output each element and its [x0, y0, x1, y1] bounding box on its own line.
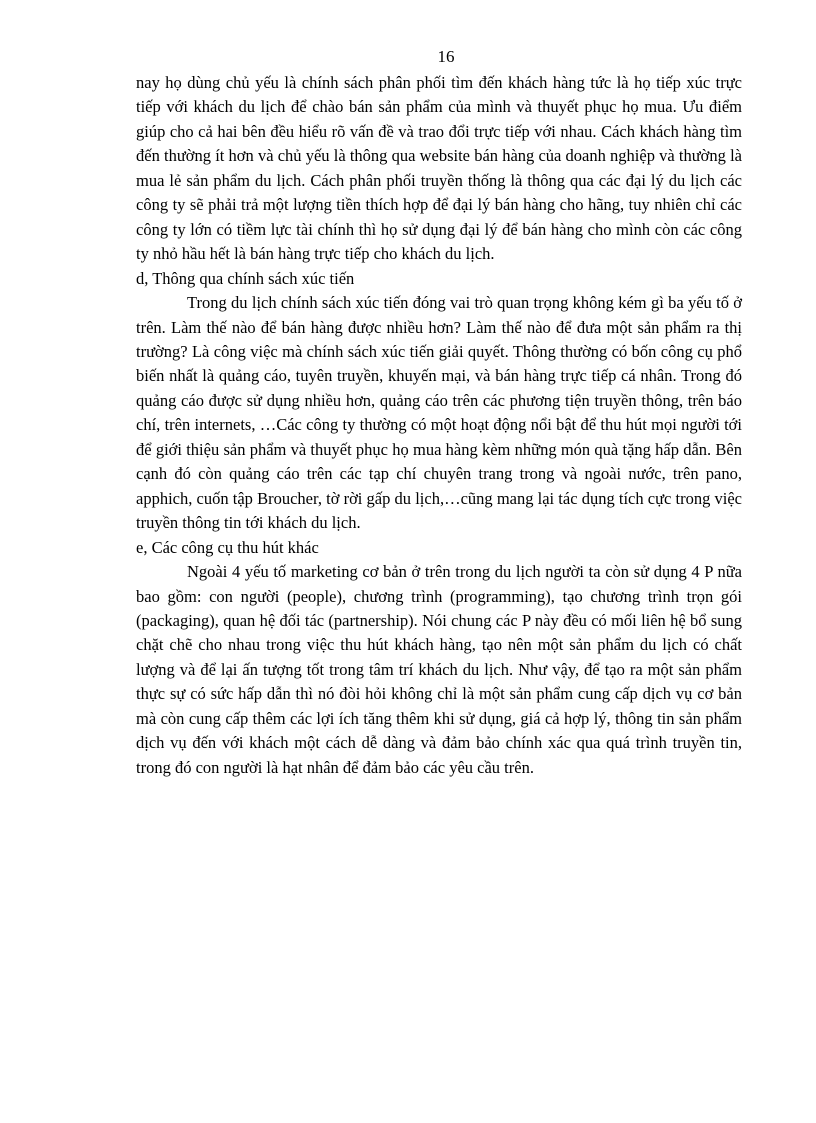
paragraph-other-tools: Ngoài 4 yếu tố marketing cơ bản ở trên trong du lịch người ta còn sử dụng 4 P nữa bao gồm: con người (people), chương trình (programming), tạo chương trình trọn gói (packaging), quan hệ đối tác (partnership). Nói chung các P này đều có mối liên hệ bổ sung chặt chẽ cho nhau trong việc thu hút khách hàng, tạo nên một sản phẩm du lịch có chất lượng và để lại ấn tượng tốt trong tâm trí khách du lịch. Như vậy, để tạo ra một sản phẩm thực sự có sức hấp dẫn thì nó đòi hỏi không chỉ là một sản phẩm cung cấp dịch vụ cơ bản mà còn cung cấp thêm các lợi ích tăng thêm khi sử dụng, giá cả hợp lý, thông tin sản phẩm dịch vụ đến với khách một cách dễ dàng và đảm bảo chính xác qua quá trình truyền tin, trong đó con người là hạt nhân để đảm bảo các yêu cầu trên. — [136, 562, 742, 777]
paragraph-promotion: Trong du lịch chính sách xúc tiến đóng vai trò quan trọng không kém gì ba yếu tố ở trên. Làm thế nào để bán hàng được nhiều hơn? Làm thế nào để đưa một sản phẩm ra thị trường? Là công việc mà chính sách xúc tiến giải quyết. Thông thường có bốn công cụ phổ biến nhất là quảng cáo, tuyên truyền, khuyến mại, và bán hàng trực tiếp cá nhân. Trong đó quảng cáo được sử dụng nhiều hơn, quảng cáo trên các phương tiện truyền thông, trên báo chí, trên internets, …Các công ty thường có một hoạt động nổi bật để thu hút mọi người tới để giới thiệu sản phẩm và thuyết phục họ mua hàng kèm những món quà tặng hấp dẫn. Bên cạnh đó còn quảng cáo trên các tạp chí chuyên trang trong và ngoài nước, trên pano, apphich, cuốn tập Broucher, tờ rời gấp du lịch,…cũng mang lại tác dụng tích cực trong việc truyền thông tin tới khách du lịch. — [136, 293, 742, 533]
section-heading-other-tools: e, Các công cụ thu hút khác — [136, 537, 319, 557]
section-heading-promotion: d, Thông qua chính sách xúc tiến — [136, 268, 355, 288]
page-number: 16 — [437, 47, 455, 66]
page-body — [136, 71, 742, 780]
paragraph-distribution-continued: nay họ dùng chủ yếu là chính sách phân phối tìm đến khách hàng tức là họ tiếp xúc trực tiếp với khách du lịch để chào bán sản phẩm của mình và thuyết phục họ mua. Ưu điểm giúp cho cả hai bên đều hiểu rõ vấn đề và trao đổi trực tiếp với nhau. Cách khách hàng tìm đến thường ít hơn và chủ yếu là thông qua website bán hàng của doanh nghiệp và thường là mua lẻ sản phẩm du lịch. Cách phân phối truyền thống là thông qua các đại lý du lịch các công ty sẽ phải trả một lượng tiền thích hợp để đại lý bán hàng cho hãng, tuy nhiên chỉ các công ty lớn có tiềm lực tài chính thì họ sử dụng đại lý để bán hàng cho mình còn các công ty nhỏ hầu hết là bán hàng trực tiếp cho khách du lịch. — [136, 73, 742, 264]
